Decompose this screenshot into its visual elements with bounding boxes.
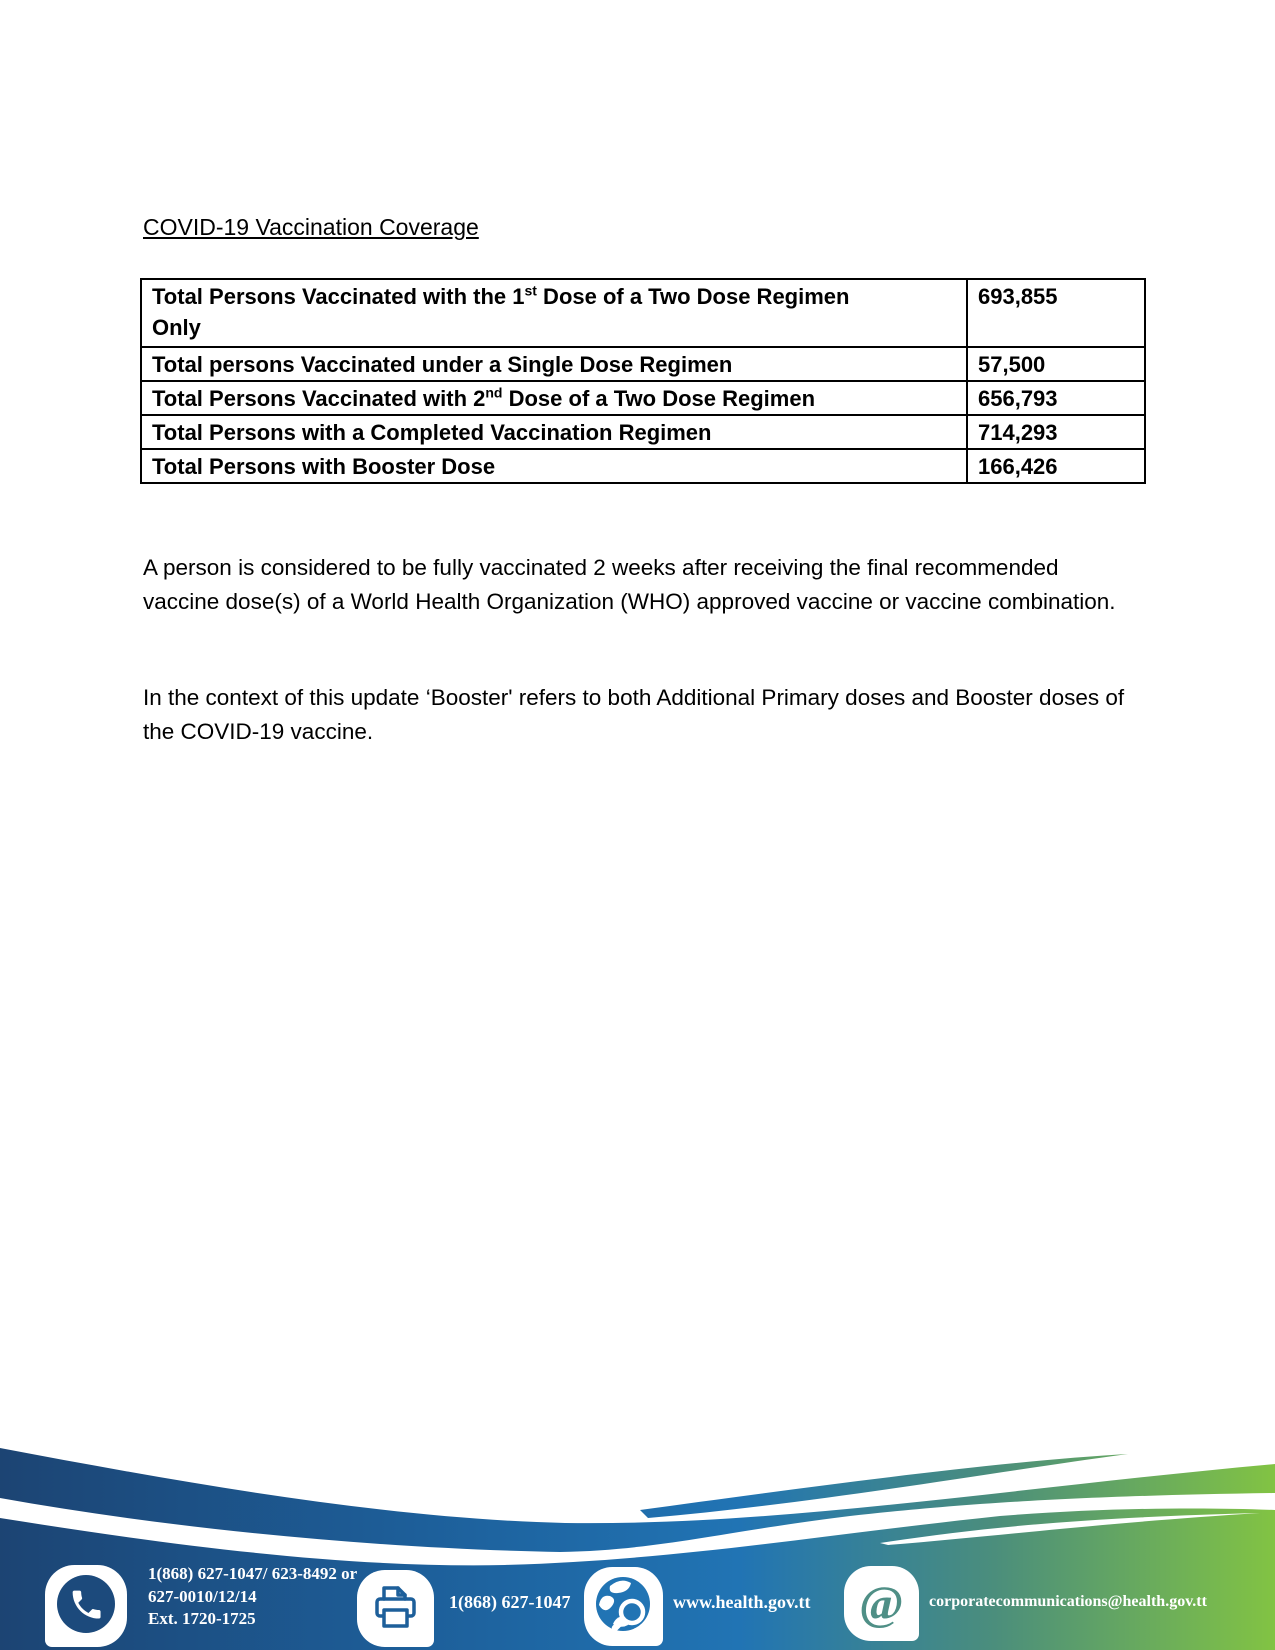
table-row: [141, 279, 1145, 347]
website-url: [673, 1592, 811, 1613]
email-icon: [844, 1566, 919, 1641]
email-line: corporatecommunications@health.gov.tt: [929, 1593, 1207, 1610]
table-row: [141, 415, 1145, 449]
row-label-text: Total Persons Vaccinated with the 1st Dose of a Two Dose Regimen Only: [152, 282, 850, 340]
vaccination-coverage-table: [140, 278, 1146, 484]
table-row: [141, 347, 1145, 381]
paragraph-fully-vaccinated: A person is considered to be fully vaccinated 2 weeks after receiving the final recommended vaccine dose(s) of a World Health Organization (WHO) approved vaccine or vaccine combination.: [143, 555, 1116, 614]
ordinal-superscript: st: [524, 282, 537, 299]
phone-line: 627-0010/12/14: [148, 1586, 257, 1606]
row-label-text: Total Persons with Booster Dose: [152, 454, 496, 479]
row-label-text: Total Persons with a Completed Vaccination Regimen: [152, 420, 712, 445]
fax-line: 1(868) 627-1047: [449, 1592, 571, 1612]
fax-icon: [357, 1570, 434, 1647]
page-title: COVID-19 Vaccination Coverage: [143, 214, 479, 240]
row-value: 714,293: [967, 415, 1145, 449]
row-value: 693,855: [967, 279, 1145, 347]
row-label: [141, 381, 967, 415]
at-symbol: @: [859, 1577, 904, 1630]
table-row: [141, 381, 1145, 415]
email-address: [929, 1593, 1207, 1611]
globe-icon: [584, 1567, 663, 1646]
phone-icon: [45, 1565, 127, 1647]
phone-line: 1(868) 627-1047/ 623-8492 or: [148, 1564, 358, 1583]
fax-tray: [384, 1610, 407, 1626]
phone-line: Ext. 1720-1725: [148, 1609, 256, 1628]
table-row: [141, 449, 1145, 483]
ordinal-superscript: nd: [485, 384, 503, 401]
row-label: [141, 415, 967, 449]
phone-icon-circle: [57, 1575, 115, 1633]
row-label: [141, 347, 967, 381]
row-label: [141, 449, 967, 483]
fax-number: [449, 1592, 570, 1613]
paragraph-booster-definition: In the context of this update ‘Booster' refers to both Additional Primary doses and Booster doses of the COVID-19 vaccine.: [143, 685, 1125, 744]
row-value: 57,500: [967, 347, 1145, 381]
row-label-text: Total persons Vaccinated under a Single Dose Regimen: [152, 352, 733, 377]
website-line: www.health.gov.tt: [673, 1592, 811, 1612]
row-value: 166,426: [967, 449, 1145, 483]
row-label: [141, 279, 967, 347]
row-value: 656,793: [967, 381, 1145, 415]
phone-numbers: [148, 1563, 357, 1631]
row-label-text: Total Persons Vaccinated with 2nd Dose of a Two Dose Regimen: [152, 384, 816, 411]
